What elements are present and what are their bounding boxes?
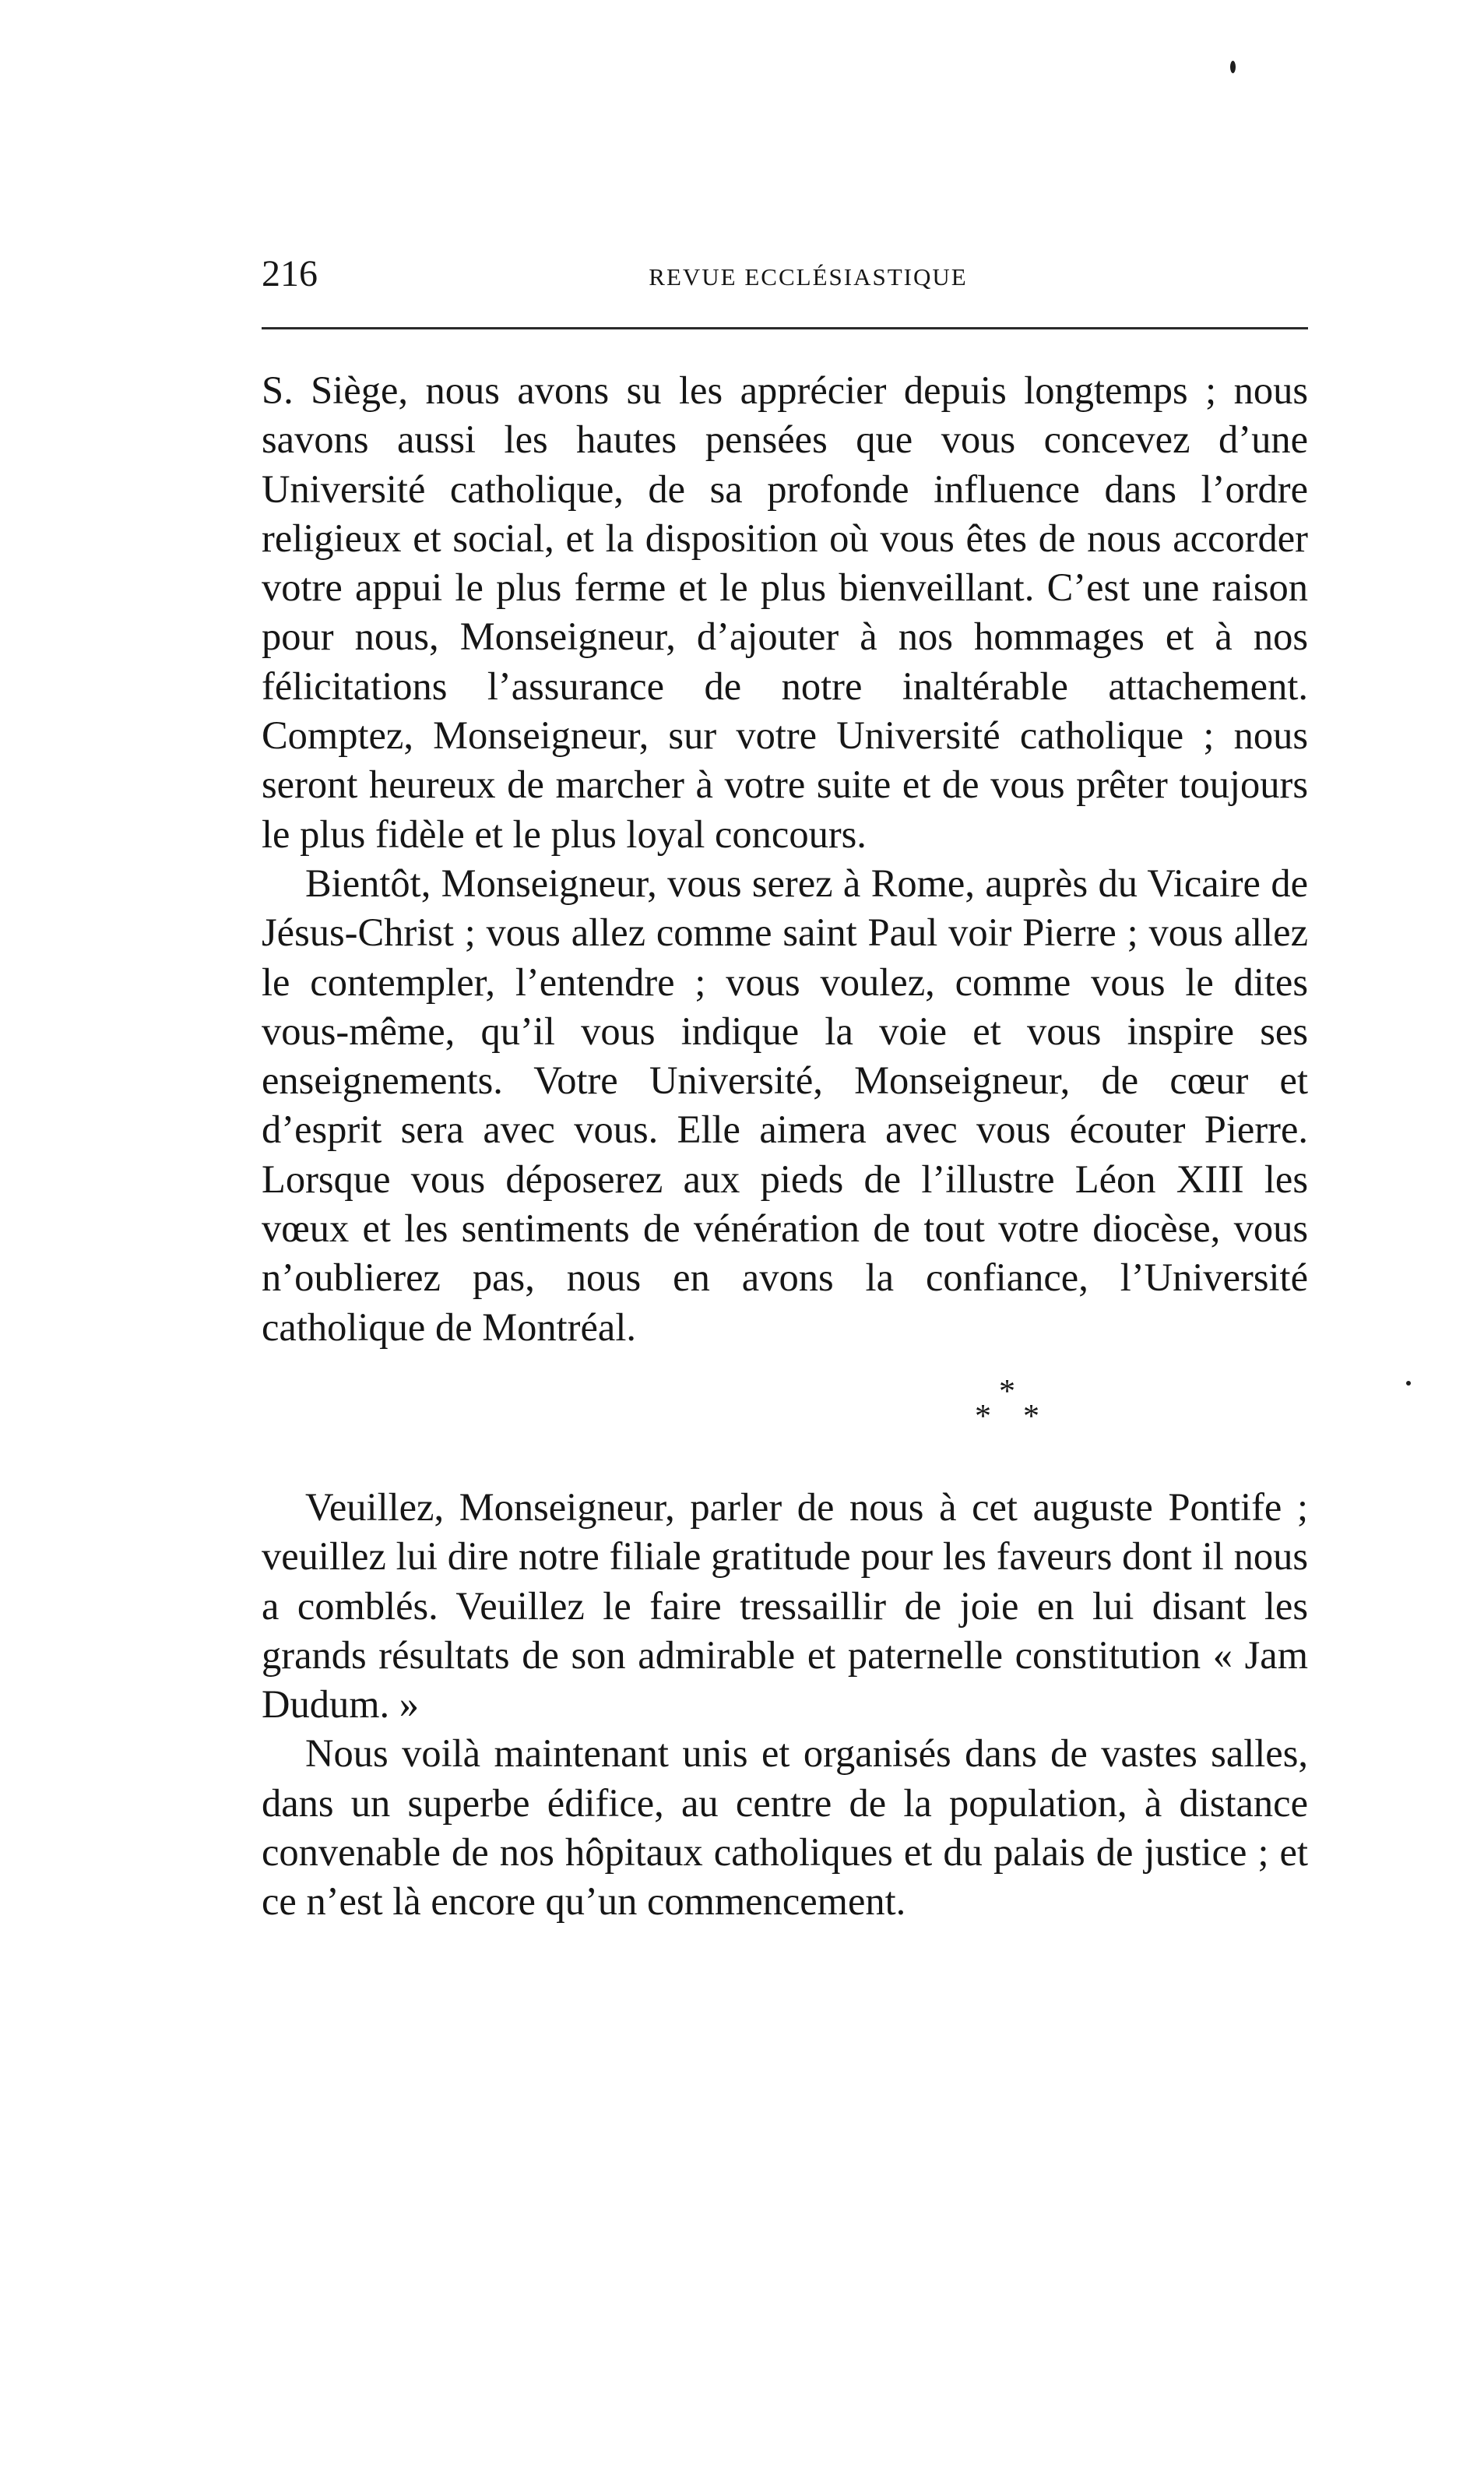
ink-speck-margin (1406, 1381, 1411, 1386)
running-title: REVUE ECCLÉSIASTIQUE (649, 263, 968, 291)
ink-speck-top (1230, 61, 1236, 73)
page-header (262, 251, 1308, 298)
header-rule (262, 327, 1308, 329)
asterisk-top: * (999, 1373, 1015, 1410)
asterism-separator (262, 1352, 1308, 1483)
page-number: 216 (262, 253, 318, 294)
paragraph-organises: Nous voilà maintenant unis et organisés dans de vastes salles, dans un superbe édifice, au centre de la population, à distance convenable de nos hôpitaux catholiques et du palais de justice ; et ce n’est là encore qu’un commencement. (262, 1731, 1308, 1924)
asterisk-left: * (975, 1398, 991, 1435)
paragraph-rome: Bientôt, Monseigneur, vous serez à Rome, auprès du Vicaire de Jésus-Christ ; vous allez comme saint Paul voir Pierre ; vous allez le contempler, l’entendre ; vous voulez, comme vous le dites vous-même, qu’il vous indique la voie et vous inspire ses enseignements. Votre Université, Monseigneur, de cœur et d’esprit sera avec vous. Elle aimera avec vous écouter Pierre. Lorsque vous déposerez aux pieds de l’illustre Léon XIII les vœux et les sentiments de vénération de tout votre diocèse, vous n’oublierez pas, nous en avons la confiance, l’Université catholique de Montréal. (262, 861, 1308, 1349)
page-body (262, 366, 1308, 1927)
paragraph-continued: S. Siège, nous avons su les apprécier depuis longtemps ; nous savons aussi les hautes pensées que vous concevez d’une Université catholique, de sa profonde influence dans l’ordre religieux et social, et la disposition où vous êtes de nous accorder votre appui le plus ferme et le plus bienveillant. C’est une raison pour nous, Monseigneur, d’ajouter à nos hommages et à nos félicitations l’assurance de notre inaltérable attachement. Comptez, Monseigneur, sur votre Université catholique ; nous seront heureux de marcher à votre suite et de vous prêter toujours le plus fidèle et le plus loyal concours. (262, 368, 1308, 856)
asterisk-right: * (1023, 1398, 1039, 1435)
paragraph-pontife: Veuillez, Monseigneur, parler de nous à cet auguste Pontife ; veuillez lui dire notre filiale gratitude pour les faveurs dont il nous a comblés. Veuillez le faire tressaillir de joie en lui disant les grands résultats de son admirable et paternelle constitution « Jam Dudum. » (262, 1484, 1308, 1727)
